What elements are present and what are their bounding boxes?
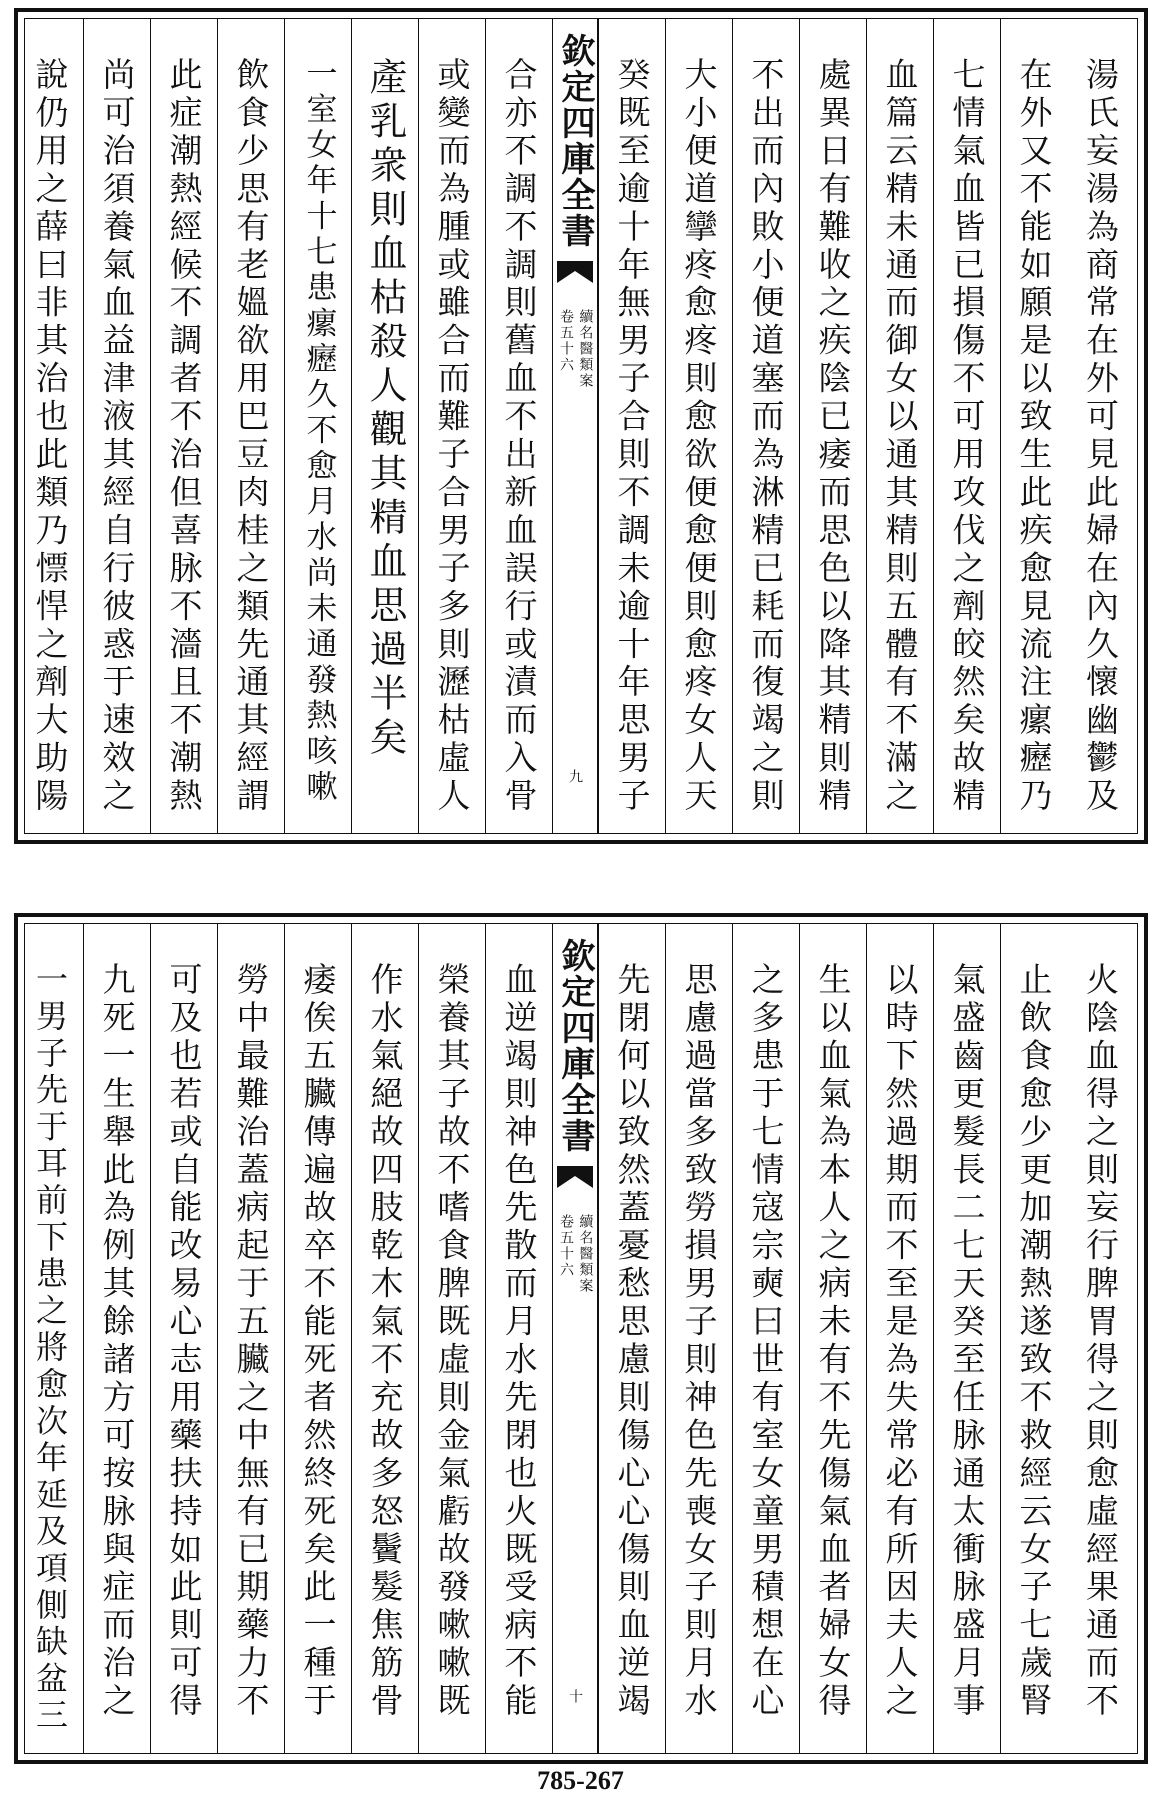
top-page xyxy=(14,8,1148,844)
page-number: 785-267 xyxy=(537,1766,624,1795)
leaf-number: 十 xyxy=(567,1689,583,1703)
text-column xyxy=(866,924,933,1753)
text-column xyxy=(799,924,866,1753)
text-column xyxy=(83,924,150,1753)
column-text: 生以血氣為本人之病未有不先傷氣血者婦女得 xyxy=(813,962,853,1721)
text-column xyxy=(284,19,351,833)
text-column xyxy=(150,924,217,1753)
column-text: 榮養其子故不嗜食脾既虛則金氣虧故發嗽嗽既 xyxy=(432,962,472,1721)
fishtail-mark-icon xyxy=(555,259,595,285)
volume-number: 卷五十六 xyxy=(558,1214,574,1278)
column-text: 合亦不調不調則舊血不出新血誤行或漬而入骨 xyxy=(499,57,539,816)
column-text: 癸既至逾十年無男子合則不調未逾十年思男子 xyxy=(612,57,652,816)
column-text: 七情氣血皆已損傷不可用攻伐之劑皎然矣故精 xyxy=(947,57,987,816)
text-column xyxy=(418,924,485,1753)
text-column xyxy=(799,19,866,833)
column-text: 以時下然過期而不至是為失常必有所因夫人之 xyxy=(880,962,920,1721)
text-column xyxy=(217,924,284,1753)
center-margin-column xyxy=(552,19,598,833)
column-text: 氣盛齒更髮長二七天癸至任脉通太衝脉盛月事 xyxy=(947,962,987,1721)
column-text: 九死一生舉此為例其餘諸方可按脉與症而治之 xyxy=(97,962,137,1721)
fishtail-mark-icon xyxy=(555,1164,595,1190)
collection-title: 欽定四庫全書 xyxy=(555,33,595,249)
book-info xyxy=(558,309,593,389)
column-text: 可及也若或自能改易心志用藥扶持如此則可得 xyxy=(164,962,204,1721)
text-column xyxy=(933,19,1000,833)
center-margin-column xyxy=(552,924,598,1753)
book-name: 續名醫類案 xyxy=(577,309,594,389)
text-column xyxy=(1000,19,1067,833)
collection-title: 欽定四庫全書 xyxy=(555,938,595,1154)
column-text: 大小便道攣疼愈疼則愈欲便愈便則愈疼女人天 xyxy=(679,57,719,816)
bottom-page xyxy=(14,913,1148,1764)
text-column xyxy=(284,924,351,1753)
text-column xyxy=(418,19,485,833)
text-column xyxy=(665,19,732,833)
text-column xyxy=(16,924,83,1753)
column-text: 火陰血得之則妄行脾胃得之則愈虛經果通而不 xyxy=(1081,962,1120,1721)
book-info xyxy=(558,1214,593,1294)
text-column xyxy=(598,19,665,833)
text-column xyxy=(665,924,732,1753)
book-name: 續名醫類案 xyxy=(577,1214,594,1294)
column-text: 先閉何以致然蓋憂愁思慮則傷心心傷則血逆竭 xyxy=(612,962,652,1721)
column-text: 飲食少思有老媼欲用巴豆肉桂之類先通其經謂 xyxy=(231,57,271,816)
column-text: 勞中最難治蓋病起于五臟之中無有已期藥力不 xyxy=(231,962,271,1721)
column-text: 痿俟五臟傳遍故卒不能死者然終死矣此一種于 xyxy=(298,962,338,1721)
text-column xyxy=(217,19,284,833)
text-column xyxy=(351,19,418,833)
text-column xyxy=(16,19,83,833)
text-column xyxy=(732,924,799,1753)
column-text: 湯氏妄湯為商常在外可見此婦在內久懷幽鬱及 xyxy=(1081,57,1120,816)
text-column xyxy=(933,924,1000,1753)
text-column xyxy=(351,924,418,1753)
column-text: 血逆竭則神色先散而月水先閉也火既受病不能 xyxy=(499,962,539,1721)
column-text: 作水氣絕故四肢乾木氣不充故多怒鬢髮焦筋骨 xyxy=(365,962,405,1721)
column-text: 一室女年十七患瘰癧久不愈月水尚未通發熱咳嗽 xyxy=(300,57,337,806)
column-text: 之多患于七情寇宗奭曰世有室女童男積想在心 xyxy=(746,962,786,1721)
top-page-frame xyxy=(24,18,1138,834)
text-column xyxy=(150,19,217,833)
column-text: 或變而為腫或雖合而難子合男子多則瀝枯虛人 xyxy=(432,57,472,816)
text-column xyxy=(83,19,150,833)
column-text: 說仍用之薛曰非其治也此類乃慓悍之劑大助陽 xyxy=(30,57,70,816)
column-text: 此症潮熱經候不調者不治但喜脉不濇且不潮熱 xyxy=(164,57,204,816)
text-column xyxy=(1000,924,1067,1753)
column-text: 思慮過當多致勞損男子則神色先喪女子則月水 xyxy=(679,962,719,1721)
text-column xyxy=(485,19,552,833)
column-text: 止飲食愈少更加潮熱遂致不救經云女子七歲腎 xyxy=(1014,962,1054,1721)
volume-number: 卷五十六 xyxy=(558,309,574,373)
column-text: 處異日有難收之疾陰已痿而思色以降其精則精 xyxy=(813,57,853,816)
column-text: 尚可治須養氣血益津液其經自行彼惑于速效之 xyxy=(97,57,137,816)
column-text: 血篇云精未通而御女以通其精則五體有不滿之 xyxy=(880,57,920,816)
text-column xyxy=(732,19,799,833)
leaf-number: 九 xyxy=(567,769,583,783)
column-text: 一男子先于耳前下患之將愈次年延及項側缺盆三 xyxy=(31,962,69,1735)
column-text: 不出而內敗小便道塞而為淋精已耗而復竭之則 xyxy=(746,57,786,816)
bottom-page-frame xyxy=(24,923,1138,1754)
column-text: 在外又不能如願是以致生此疾愈見流注瘰癧乃 xyxy=(1014,57,1054,816)
text-column xyxy=(866,19,933,833)
text-column xyxy=(1067,19,1134,833)
text-column xyxy=(485,924,552,1753)
column-text: 產乳衆則血枯殺人觀其精血思過半矣 xyxy=(363,57,407,761)
text-column xyxy=(598,924,665,1753)
text-column xyxy=(1067,924,1134,1753)
